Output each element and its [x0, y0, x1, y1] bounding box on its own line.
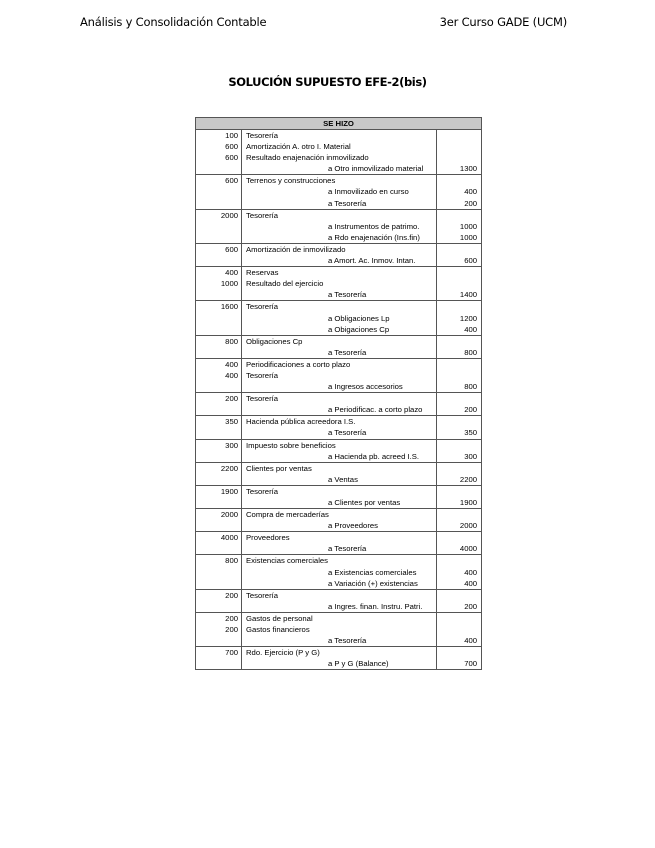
credit-amount: 1400	[437, 289, 482, 301]
debit-amount: 800	[196, 555, 242, 567]
credit-account: a Tesorería	[242, 289, 437, 301]
table-row	[196, 313, 482, 324]
table-row	[196, 130, 482, 142]
debit-account: Reservas	[242, 267, 437, 279]
credit-amount: 1200	[437, 313, 482, 324]
credit-account: a Proveedores	[242, 520, 437, 532]
debit-amount: 400	[196, 370, 242, 381]
credit-amount: 1000	[437, 232, 482, 244]
table-row	[196, 543, 482, 555]
credit-amount	[437, 130, 482, 142]
debit-account: Proveedores	[242, 532, 437, 544]
table-row	[196, 567, 482, 578]
table-row	[196, 209, 482, 221]
credit-amount	[437, 589, 482, 601]
debit-account: Amortización A. otro I. Material	[242, 141, 437, 152]
table-heading: SE HIZO	[196, 118, 482, 130]
credit-amount: 400	[437, 186, 482, 197]
table-row	[196, 289, 482, 301]
debit-account: Tesorería	[242, 130, 437, 142]
credit-account: a Inmovilizado en curso	[242, 186, 437, 197]
credit-amount: 1300	[437, 163, 482, 175]
credit-account: a Existencias comerciales	[242, 567, 437, 578]
table-row	[196, 370, 482, 381]
table-row	[196, 186, 482, 197]
debit-amount: 400	[196, 358, 242, 370]
debit-amount	[196, 232, 242, 244]
debit-account: Tesorería	[242, 393, 437, 405]
table-row	[196, 601, 482, 613]
debit-account: Compra de mercaderías	[242, 509, 437, 521]
debit-amount	[196, 255, 242, 267]
credit-amount: 1000	[437, 221, 482, 232]
credit-account: a Tesorería	[242, 427, 437, 439]
credit-amount	[437, 647, 482, 659]
debit-amount: 2200	[196, 462, 242, 474]
credit-amount	[437, 141, 482, 152]
credit-amount: 350	[437, 427, 482, 439]
table-row	[196, 509, 482, 521]
table-row	[196, 381, 482, 393]
credit-account: a Otro inmovilizado material	[242, 163, 437, 175]
credit-account: a Periodificac. a corto plazo	[242, 404, 437, 416]
table-row	[196, 647, 482, 659]
credit-amount: 400	[437, 567, 482, 578]
debit-amount	[196, 578, 242, 590]
debit-amount	[196, 427, 242, 439]
credit-account: a Amort. Ac. Inmov. Intan.	[242, 255, 437, 267]
table-row	[196, 532, 482, 544]
table-row	[196, 267, 482, 279]
debit-account: Existencias comerciales	[242, 555, 437, 567]
debit-amount	[196, 186, 242, 197]
credit-account: a Ingres. finan. Instru. Patri.	[242, 601, 437, 613]
credit-amount	[437, 393, 482, 405]
debit-account: Periodificaciones a corto plazo	[242, 358, 437, 370]
debit-amount: 2000	[196, 509, 242, 521]
table-row	[196, 255, 482, 267]
credit-account: a Hacienda pb. acreed I.S.	[242, 451, 437, 463]
running-header-left: Análisis y Consolidación Contable	[80, 15, 267, 29]
credit-account: a Tesorería	[242, 635, 437, 647]
credit-amount	[437, 152, 482, 163]
credit-amount	[437, 612, 482, 624]
debit-amount: 400	[196, 267, 242, 279]
table-row	[196, 393, 482, 405]
debit-account: Terrenos y construcciones	[242, 175, 437, 187]
debit-amount	[196, 497, 242, 509]
credit-amount: 2000	[437, 520, 482, 532]
table-row	[196, 198, 482, 210]
credit-amount: 2200	[437, 474, 482, 486]
debit-amount	[196, 658, 242, 670]
debit-amount	[196, 289, 242, 301]
table-row	[196, 301, 482, 313]
credit-account: a Obigaciones Cp	[242, 324, 437, 336]
credit-account: a Variación (+) existencias	[242, 578, 437, 590]
credit-amount: 200	[437, 404, 482, 416]
credit-amount	[437, 358, 482, 370]
debit-amount	[196, 347, 242, 359]
debit-account: Gastos financieros	[242, 624, 437, 635]
debit-amount: 600	[196, 152, 242, 163]
page-title: SOLUCIÓN SUPUESTO EFE-2(bis)	[228, 75, 427, 89]
credit-amount	[437, 416, 482, 428]
credit-account: a Ventas	[242, 474, 437, 486]
table-row	[196, 221, 482, 232]
debit-amount: 300	[196, 439, 242, 451]
table-row	[196, 347, 482, 359]
table-row	[196, 485, 482, 497]
credit-amount	[437, 209, 482, 221]
table-row	[196, 232, 482, 244]
table-row	[196, 141, 482, 152]
debit-amount	[196, 404, 242, 416]
table-row	[196, 451, 482, 463]
debit-amount	[196, 520, 242, 532]
credit-amount	[437, 335, 482, 347]
debit-amount: 100	[196, 130, 242, 142]
debit-account: Gastos de personal	[242, 612, 437, 624]
debit-account: Rdo. Ejercicio (P y G)	[242, 647, 437, 659]
table-row	[196, 474, 482, 486]
table-row	[196, 578, 482, 590]
debit-amount	[196, 567, 242, 578]
table-row	[196, 520, 482, 532]
table-row	[196, 555, 482, 567]
credit-amount: 200	[437, 601, 482, 613]
debit-amount: 1900	[196, 485, 242, 497]
credit-account: a Clientes por ventas	[242, 497, 437, 509]
table-row	[196, 462, 482, 474]
table-row	[196, 152, 482, 163]
debit-account: Resultado del ejercicio	[242, 278, 437, 289]
table-header-row	[196, 118, 482, 130]
credit-account: a Tesorería	[242, 198, 437, 210]
table-row	[196, 278, 482, 289]
debit-amount: 200	[196, 612, 242, 624]
credit-amount	[437, 485, 482, 497]
debit-account: Hacienda pública acreedora I.S.	[242, 416, 437, 428]
credit-amount	[437, 370, 482, 381]
credit-amount	[437, 243, 482, 255]
debit-amount: 600	[196, 243, 242, 255]
credit-amount: 800	[437, 347, 482, 359]
debit-amount	[196, 601, 242, 613]
debit-account: Tesorería	[242, 589, 437, 601]
credit-amount	[437, 532, 482, 544]
table-row	[196, 589, 482, 601]
debit-amount: 350	[196, 416, 242, 428]
debit-amount	[196, 163, 242, 175]
credit-amount	[437, 624, 482, 635]
table-row	[196, 404, 482, 416]
credit-amount: 700	[437, 658, 482, 670]
credit-account: a Ingresos accesorios	[242, 381, 437, 393]
debit-amount	[196, 635, 242, 647]
debit-amount: 4000	[196, 532, 242, 544]
credit-amount	[437, 462, 482, 474]
journal-table	[195, 117, 482, 670]
credit-amount	[437, 301, 482, 313]
debit-amount: 1600	[196, 301, 242, 313]
credit-amount	[437, 509, 482, 521]
table-row	[196, 497, 482, 509]
debit-amount	[196, 221, 242, 232]
credit-amount	[437, 439, 482, 451]
debit-amount: 2000	[196, 209, 242, 221]
table-row	[196, 658, 482, 670]
table-row	[196, 358, 482, 370]
debit-amount: 600	[196, 141, 242, 152]
table-row	[196, 416, 482, 428]
debit-account: Tesorería	[242, 301, 437, 313]
debit-amount	[196, 198, 242, 210]
credit-amount: 200	[437, 198, 482, 210]
debit-amount	[196, 543, 242, 555]
table-row	[196, 163, 482, 175]
debit-amount	[196, 313, 242, 324]
debit-account: Tesorería	[242, 370, 437, 381]
credit-amount: 4000	[437, 543, 482, 555]
debit-account: Tesorería	[242, 209, 437, 221]
debit-account: Obligaciones Cp	[242, 335, 437, 347]
table-row	[196, 427, 482, 439]
debit-amount	[196, 451, 242, 463]
credit-amount	[437, 278, 482, 289]
credit-amount: 400	[437, 635, 482, 647]
table-row	[196, 324, 482, 336]
table-row	[196, 439, 482, 451]
table-row	[196, 243, 482, 255]
debit-amount	[196, 381, 242, 393]
debit-amount	[196, 324, 242, 336]
table-row	[196, 635, 482, 647]
credit-amount	[437, 267, 482, 279]
credit-amount	[437, 555, 482, 567]
table-row	[196, 175, 482, 187]
credit-account: a Instrumentos de patrimo.	[242, 221, 437, 232]
table-row	[196, 624, 482, 635]
credit-amount: 600	[437, 255, 482, 267]
debit-amount	[196, 474, 242, 486]
credit-account: a P y G (Balance)	[242, 658, 437, 670]
credit-amount: 300	[437, 451, 482, 463]
debit-amount: 700	[196, 647, 242, 659]
debit-amount: 1000	[196, 278, 242, 289]
debit-account: Amortización de inmovilizado	[242, 243, 437, 255]
journal-body	[196, 130, 482, 670]
debit-amount: 800	[196, 335, 242, 347]
debit-amount: 200	[196, 393, 242, 405]
credit-account: a Tesorería	[242, 543, 437, 555]
debit-account: Impuesto sobre beneficios	[242, 439, 437, 451]
credit-amount: 800	[437, 381, 482, 393]
credit-amount: 1900	[437, 497, 482, 509]
credit-account: a Rdo enajenación (Ins.fin)	[242, 232, 437, 244]
table-row	[196, 612, 482, 624]
credit-amount	[437, 175, 482, 187]
table-row	[196, 335, 482, 347]
credit-account: a Tesorería	[242, 347, 437, 359]
debit-amount: 600	[196, 175, 242, 187]
running-header-right: 3er Curso GADE (UCM)	[439, 15, 567, 29]
debit-account: Resultado enajenación inmovilizado	[242, 152, 437, 163]
credit-amount: 400	[437, 324, 482, 336]
credit-account: a Obligaciones Lp	[242, 313, 437, 324]
debit-account: Clientes por ventas	[242, 462, 437, 474]
debit-amount: 200	[196, 589, 242, 601]
credit-amount: 400	[437, 578, 482, 590]
debit-account: Tesorería	[242, 485, 437, 497]
debit-amount: 200	[196, 624, 242, 635]
